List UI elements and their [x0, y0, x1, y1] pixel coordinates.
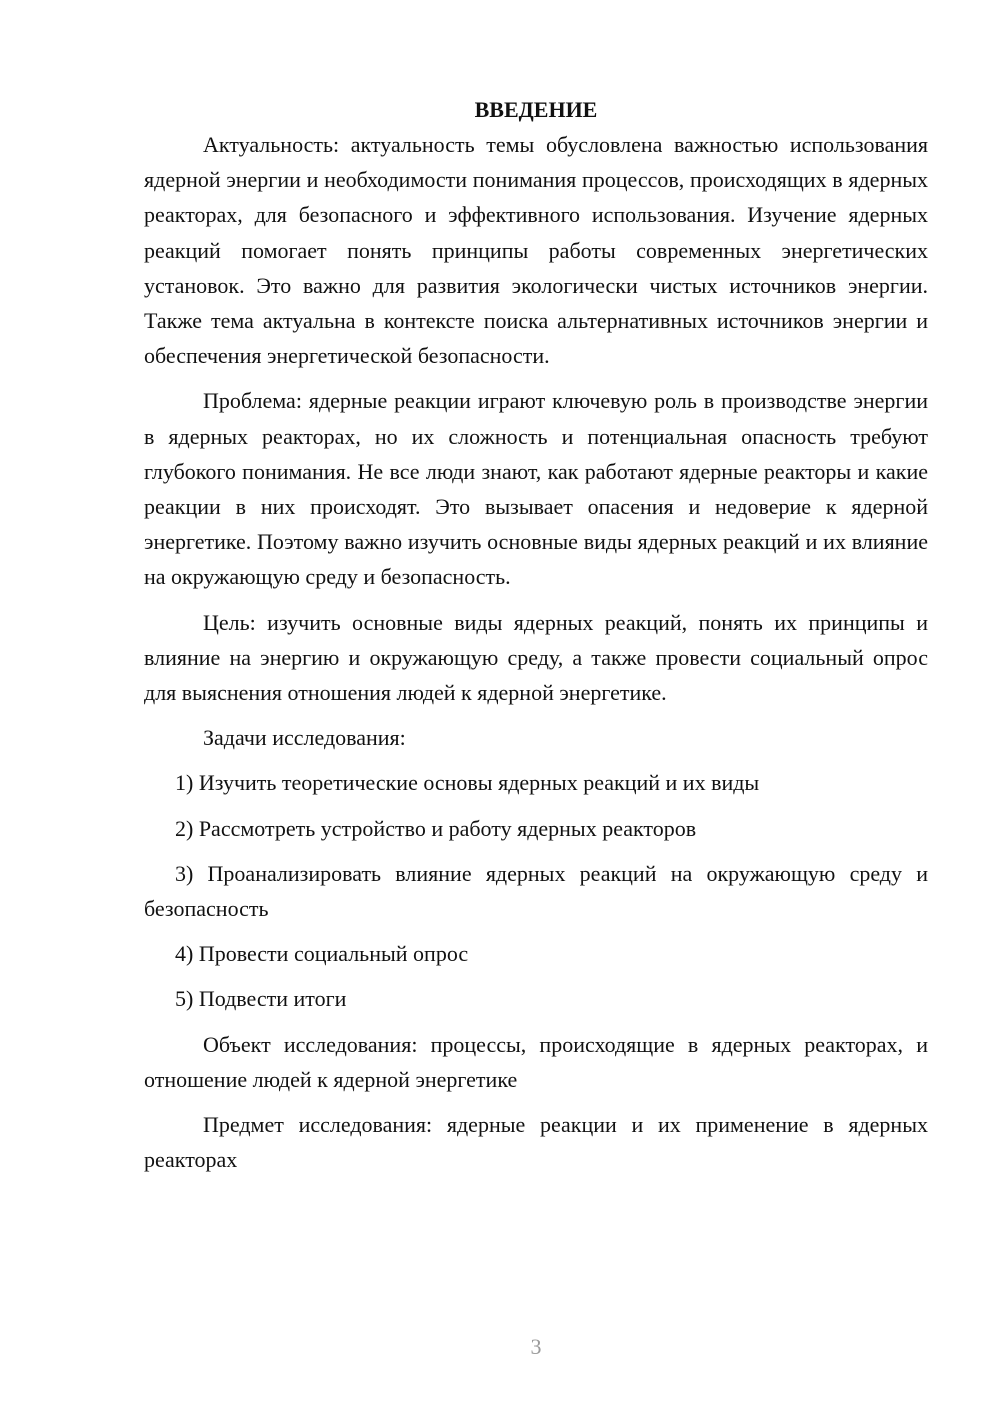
paragraph-subject: Предмет исследования: ядерные реакции и их применение в ядерных реакторах: [144, 1112, 928, 1173]
task-item: 1) Изучить теоретические основы ядерных реакций и их виды: [175, 770, 760, 796]
task-item: 5) Подвести итоги: [175, 986, 347, 1012]
task-item: 4) Провести социальный опрос: [175, 941, 469, 967]
section-heading: ВВЕДЕНИЕ: [474, 97, 598, 122]
task-item: 3) Проанализировать влияние ядерных реакций на окружающую среду и безопасность: [144, 860, 928, 922]
tasks-title: Задачи исследования:: [203, 725, 406, 751]
task-item: 2) Рассмотреть устройство и работу ядерных реакторов: [175, 815, 697, 841]
document-page: [144, 92, 928, 1187]
paragraph-object: Объект исследования: процессы, происходящие в ядерных реакторах, и отношение людей к ядерной энергетике: [144, 1031, 928, 1092]
page-number: 3: [530, 1334, 542, 1359]
paragraph-goal: Цель: изучить основные виды ядерных реакций, понять их принципы и влияние на энергию и окружающую среду, а также провести социальный опрос для выяснения отношения людей к ядерной энергетике.: [144, 609, 928, 706]
paragraph-relevance: Актуальность: актуальность темы обусловлена важностью использования ядерной энергии и необходимости понимания процессов, происходящих в ядерных реакторах, для безопасного и эффективного использования. Изучение ядерных реакций помогает понять принципы работы современных энергетических установок. Это важно для развития экологически чистых источников энергии. Также тема актуальна в контексте поиска альтернативных источников энергии и обеспечения энергетической безопасности.: [144, 132, 928, 369]
paragraph-problem: Проблема: ядерные реакции играют ключевую роль в производстве энергии в ядерных реакторах, но их сложность и потенциальная опасность требуют глубокого понимания. Не все люди знают, как работают ядерные реакторы и какие реакции в них происходят. Это вызывает опасения и недоверие к ядерной энергетике. Поэтому важно изучить основные виды ядерных реакций и их влияние на окружающую среду и безопасность.: [144, 388, 928, 590]
